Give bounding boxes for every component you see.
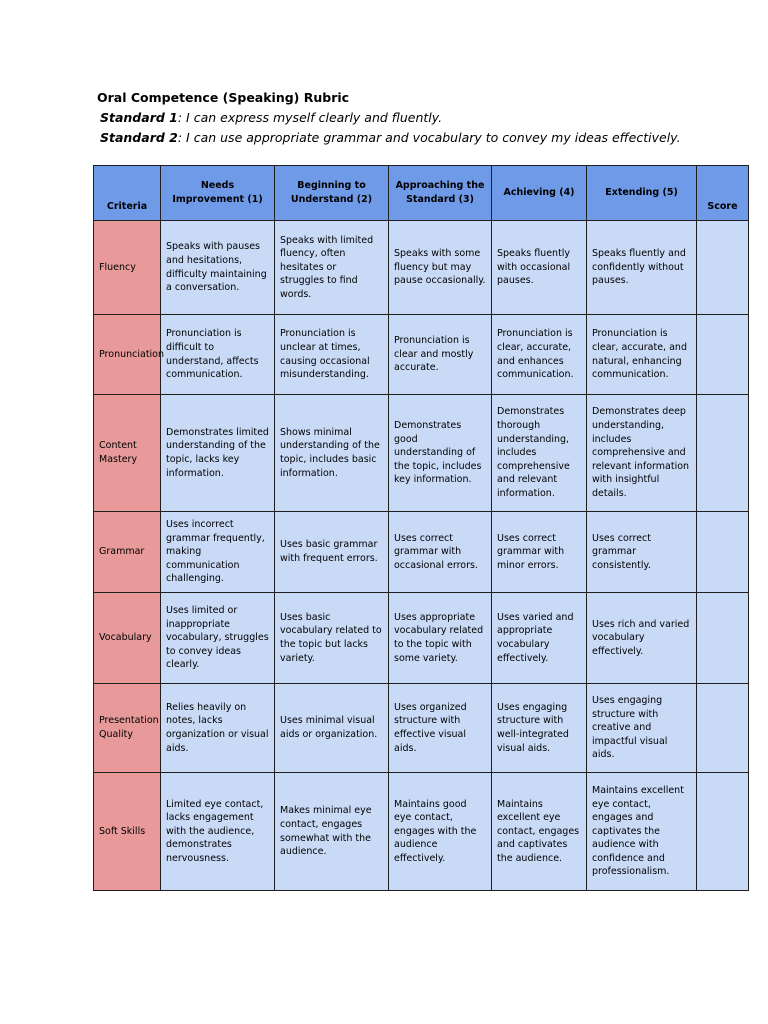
standard-1 (100, 108, 681, 128)
criterion-pronunciation: Pronunciation (94, 315, 161, 395)
rubric-table (93, 165, 749, 891)
descriptor-level-1: Uses limited or inappropriate vocabulary, struggles to convey ideas clearly. (161, 593, 275, 684)
descriptor-level-3: Uses correct grammar with occasional errors. (389, 512, 492, 593)
descriptor-level-4: Demonstrates thorough understanding, includes comprehensive and relevant information. (492, 395, 587, 512)
descriptor-level-5: Uses rich and varied vocabulary effectively. (587, 593, 697, 684)
document-title: Oral Competence (Speaking) Rubric (97, 90, 350, 105)
descriptor-level-1: Relies heavily on notes, lacks organization or visual aids. (161, 684, 275, 773)
descriptor-level-2: Uses basic grammar with frequent errors. (275, 512, 389, 593)
descriptor-level-5: Speaks fluently and confidently without pauses. (587, 221, 697, 315)
descriptor-level-5: Uses correct grammar consistently. (587, 512, 697, 593)
row-vocabulary (94, 593, 749, 684)
header-level-1: Needs Improvement (1) (161, 166, 275, 221)
descriptor-level-3: Pronunciation is clear and mostly accurate. (389, 315, 492, 395)
score-cell-vocabulary[interactable] (697, 593, 749, 684)
descriptor-level-2: Uses minimal visual aids or organization. (275, 684, 389, 773)
header-criteria: Criteria (94, 166, 161, 221)
criterion-vocabulary: Vocabulary (94, 593, 161, 684)
descriptor-level-3: Demonstrates good understanding of the topic, includes key information. (389, 395, 492, 512)
document-header (97, 88, 681, 148)
row-soft-skills (94, 773, 749, 891)
descriptor-level-2: Makes minimal eye contact, engages somewhat with the audience. (275, 773, 389, 891)
criterion-content-mastery: Content Mastery (94, 395, 161, 512)
descriptor-level-3: Uses appropriate vocabulary related to the topic with some variety. (389, 593, 492, 684)
descriptor-level-5: Demonstrates deep understanding, includes comprehensive and relevant information with insightful details. (587, 395, 697, 512)
descriptor-level-4: Uses engaging structure with well-integrated visual aids. (492, 684, 587, 773)
descriptor-level-5: Uses engaging structure with creative and impactful visual aids. (587, 684, 697, 773)
descriptor-level-1: Uses incorrect grammar frequently, making communication challenging. (161, 512, 275, 593)
descriptor-level-3: Uses organized structure with effective visual aids. (389, 684, 492, 773)
criterion-grammar: Grammar (94, 512, 161, 593)
header-score: Score (697, 166, 749, 221)
descriptor-level-1: Demonstrates limited understanding of the topic, lacks key information. (161, 395, 275, 512)
header-level-3: Approaching the Standard (3) (389, 166, 492, 221)
standard-2 (100, 128, 681, 148)
descriptor-level-4: Maintains excellent eye contact, engages and captivates the audience. (492, 773, 587, 891)
descriptor-level-5: Pronunciation is clear, accurate, and natural, enhancing communication. (587, 315, 697, 395)
header-level-5: Extending (5) (587, 166, 697, 221)
standard-2-label: Standard 2 (100, 130, 178, 145)
standard-1-text: : I can express myself clearly and fluently. (177, 110, 443, 125)
descriptor-level-5: Maintains excellent eye contact, engages and captivates the audience with confidence and professionalism. (587, 773, 697, 891)
descriptor-level-1: Speaks with pauses and hesitations, difficulty maintaining a conversation. (161, 221, 275, 315)
descriptor-level-4: Uses correct grammar with minor errors. (492, 512, 587, 593)
descriptor-level-2: Speaks with limited fluency, often hesitates or struggles to find words. (275, 221, 389, 315)
criterion-presentation-quality: Presentation Quality (94, 684, 161, 773)
standard-1-label: Standard 1 (100, 110, 178, 125)
score-cell-grammar[interactable] (697, 512, 749, 593)
header-level-4: Achieving (4) (492, 166, 587, 221)
standard-2-text: : I can use appropriate grammar and vocabulary to convey my ideas effectively. (177, 130, 681, 145)
header-row (94, 166, 749, 221)
descriptor-level-3: Speaks with some fluency but may pause occasionally. (389, 221, 492, 315)
criterion-fluency: Fluency (94, 221, 161, 315)
descriptor-level-2: Pronunciation is unclear at times, causing occasional misunderstanding. (275, 315, 389, 395)
descriptor-level-2: Shows minimal understanding of the topic, includes basic information. (275, 395, 389, 512)
score-cell-fluency[interactable] (697, 221, 749, 315)
score-cell-soft-skills[interactable] (697, 773, 749, 891)
descriptor-level-4: Pronunciation is clear, accurate, and enhances communication. (492, 315, 587, 395)
descriptor-level-1: Limited eye contact, lacks engagement with the audience, demonstrates nervousness. (161, 773, 275, 891)
descriptor-level-2: Uses basic vocabulary related to the topic but lacks variety. (275, 593, 389, 684)
score-cell-pronunciation[interactable] (697, 315, 749, 395)
row-content-mastery (94, 395, 749, 512)
row-pronunciation (94, 315, 749, 395)
criterion-soft-skills: Soft Skills (94, 773, 161, 891)
descriptor-level-4: Speaks fluently with occasional pauses. (492, 221, 587, 315)
row-presentation-quality (94, 684, 749, 773)
descriptor-level-4: Uses varied and appropriate vocabulary effectively. (492, 593, 587, 684)
score-cell-content-mastery[interactable] (697, 395, 749, 512)
row-grammar (94, 512, 749, 593)
descriptor-level-1: Pronunciation is difficult to understand, affects communication. (161, 315, 275, 395)
descriptor-level-3: Maintains good eye contact, engages with the audience effectively. (389, 773, 492, 891)
row-fluency (94, 221, 749, 315)
score-cell-presentation-quality[interactable] (697, 684, 749, 773)
header-level-2: Beginning to Understand (2) (275, 166, 389, 221)
